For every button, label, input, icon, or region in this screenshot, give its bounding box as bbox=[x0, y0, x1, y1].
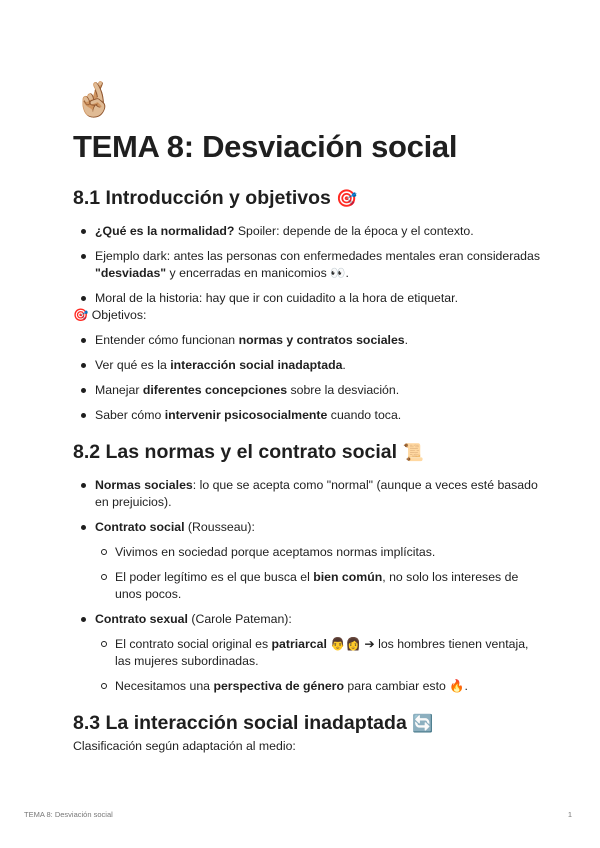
item-text: 👨👩 ➔ los hombres tienen ventaja, las mujeres subordinadas. bbox=[115, 637, 529, 668]
list-item bbox=[73, 223, 543, 240]
item-text: Spoiler: depende de la época y el contexto. bbox=[234, 224, 474, 238]
item-text: (Carole Pateman): bbox=[187, 612, 292, 626]
item-text: Manejar bbox=[95, 383, 143, 397]
sub-list-item bbox=[95, 678, 543, 695]
classification-intro: Clasificación según adaptación al medio: bbox=[73, 739, 296, 753]
crossed-fingers-icon: 🤞🏼 bbox=[73, 81, 116, 119]
item-text: Vivimos en sociedad porque aceptamos normas implícitas. bbox=[115, 545, 436, 559]
item-text: Necesitamos una bbox=[115, 679, 214, 693]
item-text: cuando toca. bbox=[327, 408, 402, 422]
item-text: . bbox=[342, 358, 346, 372]
page-title: TEMA 8: Desviación social bbox=[73, 129, 458, 164]
scroll-icon: 📜 bbox=[402, 443, 424, 462]
section-heading-text: 8.2 Las normas y el contrato social bbox=[73, 441, 398, 463]
item-text: para cambiar esto 🔥. bbox=[343, 679, 468, 693]
footer-title: TEMA 8: Desviación social bbox=[24, 810, 113, 819]
sub-list-item bbox=[95, 569, 543, 603]
section-heading-8-2 bbox=[73, 438, 543, 467]
list-item bbox=[73, 357, 543, 374]
objectives-label bbox=[73, 307, 543, 324]
item-text: , no solo los intereses de unos pocos. bbox=[115, 570, 519, 601]
bold-text: intervenir psicosocialmente bbox=[164, 408, 328, 422]
item-text: (Rousseau): bbox=[184, 520, 255, 534]
item-text: El poder legítimo es el que busca el bbox=[115, 570, 314, 584]
sub-list bbox=[95, 636, 543, 695]
section-heading-text: 8.1 Introducción y objetivos bbox=[73, 187, 331, 209]
section-heading-text: 8.3 La interacción social inadaptada bbox=[73, 712, 407, 734]
list-item bbox=[73, 477, 543, 511]
list-item bbox=[73, 290, 543, 307]
bold-text: Contrato social bbox=[95, 520, 185, 534]
norms-list bbox=[73, 477, 543, 695]
item-text: Moral de la historia: hay que ir con cuidadito a la hora de etiquetar. bbox=[95, 291, 458, 305]
section-heading-8-1 bbox=[73, 184, 543, 213]
list-item bbox=[73, 611, 543, 695]
target-icon: 🎯 bbox=[336, 189, 358, 208]
item-text: Saber cómo bbox=[95, 408, 165, 422]
list-item bbox=[73, 407, 543, 424]
bold-text: diferentes concepciones bbox=[142, 383, 288, 397]
list-item bbox=[73, 332, 543, 349]
target-icon: 🎯 bbox=[73, 308, 89, 322]
objectives-list bbox=[73, 332, 543, 424]
objectives-text: Objetivos: bbox=[91, 308, 147, 322]
cycle-arrows-icon: 🔄 bbox=[412, 714, 434, 733]
item-text: sobre la desviación. bbox=[287, 383, 400, 397]
intro-list bbox=[73, 223, 543, 307]
bold-text: Contrato sexual bbox=[95, 612, 188, 626]
bold-text: interacción social inadaptada bbox=[170, 358, 343, 372]
bold-text: patriarcal bbox=[271, 637, 327, 651]
bold-text: "desviadas" bbox=[95, 266, 167, 280]
list-item bbox=[73, 382, 543, 399]
item-text: Ejemplo dark: antes las personas con enfermedades mentales eran consideradas bbox=[95, 249, 540, 263]
page-number: 1 bbox=[567, 810, 572, 819]
item-text: . bbox=[404, 333, 409, 347]
sub-list bbox=[95, 544, 543, 603]
bold-text: bien común bbox=[313, 570, 383, 584]
item-text: y encerradas en manicomios 👀. bbox=[166, 266, 349, 280]
bold-text: perspectiva de género bbox=[213, 679, 344, 693]
sub-list-item bbox=[95, 544, 543, 561]
item-text: El contrato social original es bbox=[115, 637, 272, 651]
item-text: Entender cómo funcionan bbox=[95, 333, 239, 347]
content bbox=[73, 184, 543, 755]
section-heading-8-3 bbox=[73, 709, 543, 738]
item-text: Ver qué es la bbox=[95, 358, 171, 372]
sub-list-item bbox=[95, 636, 543, 670]
list-item bbox=[73, 519, 543, 603]
bold-text: normas y contratos sociales bbox=[238, 333, 405, 347]
bold-text: Normas sociales bbox=[95, 478, 193, 492]
item-text: : lo que se acepta como "normal" (aunque a veces esté basado en prejuicios). bbox=[95, 478, 538, 509]
list-item bbox=[73, 248, 543, 282]
bold-text: ¿Qué es la normalidad? bbox=[95, 224, 235, 238]
